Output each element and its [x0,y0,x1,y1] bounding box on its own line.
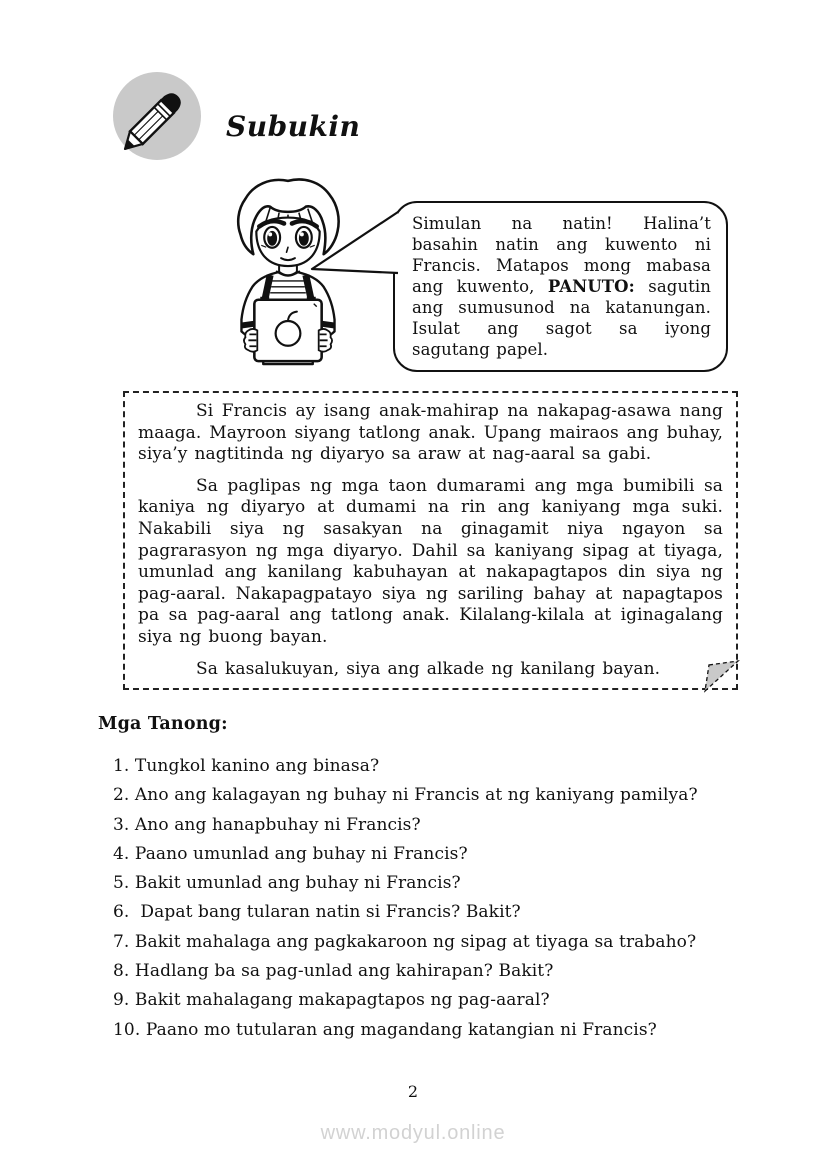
question-5: 5. Bakit umunlad ang buhay ni Francis? [113,873,461,894]
pencil-icon [113,72,201,160]
question-2: 2. Ano ang kalagayan ng buhay ni Francis at ng kaniyang pamilya? [113,785,698,806]
pencil-icon-drawing [113,72,201,160]
speech-bubble [393,201,728,372]
questions-list [113,752,773,1045]
page-curl-icon [695,648,745,698]
question-7: 7. Bakit mahalaga ang pagkakaroon ng sipag at tiyaga sa trabaho? [113,931,697,952]
question-4: 4. Paano umunlad ang buhay ni Francis? [113,843,468,864]
page-title: Subukin [226,110,361,143]
story-paragraph-1: Si Francis ay isang anak-mahirap na nakapag-asawa nang maaga. Mayroon siyang tatlong anak. Upang mairaos ang buhay, siya’y nagtitinda ng diyaryo sa araw at nag-aaral sa gabi. [138,401,723,465]
question-3: 3. Ano ang hanapbuhay ni Francis? [113,814,421,835]
speech-text-lead: Simulan na natin! Halina’t basahin natin ang kuwento ni Francis. Matapos mong mabasa ang kuwento, [412,214,711,296]
story-paragraph-3: Sa kasalukuyan, siya ang alkade ng kanilang bayan. [196,658,661,679]
question-9: 9. Bakit mahalagang makapagtapos ng pag-aaral? [113,990,550,1011]
watermark: www.modyul.online [320,1122,506,1144]
speech-text-tail: sagutin ang sumusunod na katanungan. Isulat ang sagot sa iyong sagutang papel. [412,277,712,359]
speech-bubble-tail [300,200,400,280]
page-number: 2 [407,1082,419,1101]
story-box [123,391,738,690]
question-8: 8. Hadlang ba sa pag-unlad ang kahirapan? Bakit? [113,961,554,982]
story-paragraph-2: Sa paglipas ng mga taon dumarami ang mga bumibili sa kaniya ng diyaryo at dumami na rin ang kaniyang mga suki. Nakabili siya ng sasakyan na ginagamit niya ngayon sa pagrarasyon ng mga diyaryo. Dahil sa kaniyang sipag at tiyaga, umunlad ang kanilang kabuhayan at nakapagtapos din siya ng pag-aaral. Nakapagpatayo siya ng sariling bahay at napagtapos pa sa pag-aaral ang tatlong anak. Kilalang-kilala at iginagalang siya ng buong bayan. [138,475,723,647]
question-1: 1. Tungkol kanino ang binasa? [113,756,380,776]
questions-heading: Mga Tanong: [98,714,228,734]
question-6: 6. Dapat bang tularan natin si Francis? Bakit? [113,902,521,923]
speech-text-panuto: PANUTO: [547,277,635,296]
question-10: 10. Paano mo tutularan ang magandang katangian ni Francis? [113,1019,657,1040]
